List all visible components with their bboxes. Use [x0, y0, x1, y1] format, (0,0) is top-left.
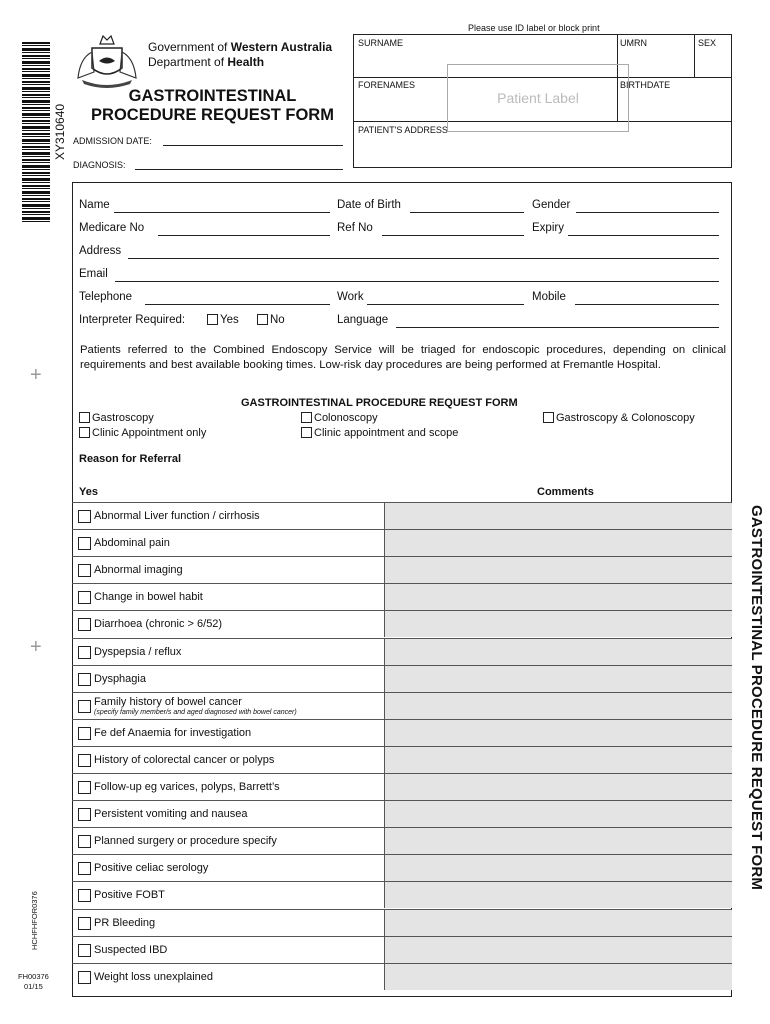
gastroscopy-checkbox[interactable] [79, 412, 90, 423]
reason-label: Follow-up eg varices, polyps, Barrett’s [94, 781, 280, 793]
birthdate-label: BIRTHDATE [620, 80, 671, 90]
reason-label: Dysphagia [94, 672, 146, 685]
reason-row [72, 881, 732, 908]
reason-label: Family history of bowel cancer [94, 695, 242, 708]
comment-field[interactable] [385, 937, 732, 963]
reason-cell [72, 882, 385, 908]
reason-checkbox[interactable] [78, 673, 91, 686]
side-title: GASTROINTESTINAL PROCEDURE REQUEST FORM [748, 505, 765, 891]
interpreter-label: Interpreter Required: [79, 314, 186, 326]
email-field[interactable] [115, 281, 719, 282]
reason-note: (specify family member/s and aged diagnosed with bowel cancer) [94, 708, 297, 716]
gender-label: Gender [532, 199, 571, 211]
medicare-field[interactable] [158, 235, 330, 236]
reason-cell [72, 693, 385, 719]
reason-row [72, 746, 732, 773]
form-title-line2: PROCEDURE REQUEST FORM [91, 106, 334, 124]
colonoscopy-checkbox[interactable] [301, 412, 312, 423]
government-name: Government of Western Australia [148, 40, 333, 54]
reason-row [72, 963, 732, 990]
reason-row [72, 638, 732, 665]
registration-mark-icon: + [30, 364, 42, 386]
expiry-label: Expiry [532, 222, 564, 234]
reason-label: Change in bowel habit [94, 591, 203, 604]
telephone-field[interactable] [145, 304, 330, 305]
ref-label: Ref No [337, 222, 373, 234]
reason-heading: Reason for Referral [79, 453, 182, 465]
reason-cell [72, 666, 385, 692]
fh-code: FH00376 [18, 972, 49, 981]
reason-label: Abdominal pain [94, 537, 170, 550]
dob-label: Date of Birth [337, 199, 401, 211]
reason-label: Planned surgery or procedure specify [94, 835, 277, 848]
reason-label: PR Bleeding [94, 916, 156, 929]
reason-label: Diarrhoea (chronic > 6/52) [94, 618, 223, 631]
dob-field[interactable] [410, 212, 524, 213]
reason-row [72, 800, 732, 827]
expiry-field[interactable] [568, 235, 719, 236]
comment-field[interactable] [385, 720, 732, 746]
reason-checkbox[interactable] [78, 727, 91, 740]
admission-date-field[interactable] [163, 145, 343, 146]
language-field[interactable] [396, 327, 719, 328]
surname-label: SURNAME [358, 38, 404, 48]
reason-cell [72, 503, 385, 529]
registration-mark-icon: + [30, 636, 42, 658]
reason-row [72, 529, 732, 556]
forenames-label: FORENAMES [358, 80, 416, 90]
reason-label: History of colorectal cancer or polyps [94, 753, 275, 766]
medicare-label: Medicare No [79, 222, 145, 234]
crest-logo [72, 28, 142, 88]
reason-checkbox[interactable] [78, 591, 91, 604]
reason-cell [72, 964, 385, 990]
reason-row [72, 665, 732, 692]
reason-cell [72, 720, 385, 746]
comment-field[interactable] [385, 666, 732, 692]
telephone-label: Telephone [79, 291, 133, 303]
comment-field[interactable] [385, 774, 732, 800]
id-label-note: Please use ID label or block print [468, 23, 600, 33]
umrn-label: UMRN [620, 38, 647, 48]
reason-checkbox[interactable] [78, 646, 91, 659]
comment-field[interactable] [385, 693, 732, 719]
reason-label: Abnormal Liver function / cirrhosis [94, 510, 260, 522]
email-label: Email [79, 268, 108, 280]
interpreter-yes-option[interactable]: Yes [207, 314, 239, 326]
comment-field[interactable] [385, 530, 732, 556]
comment-field[interactable] [385, 828, 732, 854]
barcode [22, 42, 50, 222]
reason-row [72, 692, 732, 719]
gastroscopy-option[interactable]: Gastroscopy [79, 412, 154, 424]
reason-checkbox[interactable] [78, 618, 91, 631]
reason-row [72, 556, 732, 583]
patient-label-placeholder: Patient Label [447, 64, 629, 132]
comment-field[interactable] [385, 855, 732, 881]
reason-cell [72, 828, 385, 854]
reason-checkbox[interactable] [78, 537, 91, 550]
reason-label: Persistent vomiting and nausea [94, 808, 248, 821]
interpreter-no-checkbox[interactable] [257, 314, 268, 325]
reason-checkbox[interactable] [78, 835, 91, 848]
reason-cell [72, 910, 385, 936]
gastro-colono-option[interactable]: Gastroscopy & Colonoscopy [543, 412, 695, 424]
gastro-colono-checkbox[interactable] [543, 412, 554, 423]
comment-field[interactable] [385, 882, 732, 908]
reason-checkbox[interactable] [78, 754, 91, 767]
reason-row [72, 610, 732, 637]
reason-cell [72, 774, 385, 800]
colonoscopy-option[interactable]: Colonoscopy [301, 412, 378, 424]
department-name: Department of Health [148, 55, 265, 69]
clinic-only-checkbox[interactable] [79, 427, 90, 438]
interpreter-no-option[interactable]: No [257, 314, 285, 326]
mobile-label: Mobile [532, 291, 566, 303]
comment-field[interactable] [385, 747, 732, 773]
patient-address-label: PATIENT'S ADDRESS [358, 125, 448, 135]
comment-field[interactable] [385, 611, 732, 637]
reason-cell [72, 557, 385, 583]
reason-checkbox[interactable] [78, 889, 91, 902]
comments-column-header: Comments [537, 486, 594, 498]
reason-row [72, 773, 732, 800]
reason-cell [72, 937, 385, 963]
reason-cell [72, 530, 385, 556]
reason-label: Abnormal imaging [94, 564, 183, 577]
work-field[interactable] [367, 304, 524, 305]
reason-checkbox[interactable] [78, 808, 91, 821]
clinic-scope-checkbox[interactable] [301, 427, 312, 438]
reason-cell [72, 639, 385, 665]
comment-field[interactable] [385, 639, 732, 665]
reason-row [72, 936, 732, 963]
name-field[interactable] [114, 212, 330, 213]
reason-checkbox[interactable] [78, 781, 91, 794]
date-code: 01/15 [24, 982, 43, 991]
comment-field[interactable] [385, 557, 732, 583]
reason-label: Suspected IBD [94, 943, 168, 956]
comment-field[interactable] [385, 503, 732, 529]
yes-column-header: Yes [79, 486, 98, 498]
reason-checkbox[interactable] [78, 510, 91, 523]
form-title-line1: GASTROINTESTINAL [128, 87, 297, 105]
reason-checkbox[interactable] [78, 971, 91, 984]
mobile-field[interactable] [575, 304, 719, 305]
reason-row [72, 502, 732, 529]
comment-field[interactable] [385, 910, 732, 936]
form-code: HCHFHFOR0376 [30, 891, 39, 950]
admission-date-label: ADMISSION DATE: [73, 136, 152, 146]
reason-row [72, 719, 732, 746]
address-label: Address [79, 245, 122, 257]
reason-row [72, 827, 732, 854]
reason-label: Positive celiac serology [94, 862, 209, 875]
interpreter-yes-checkbox[interactable] [207, 314, 218, 325]
reason-label: Weight loss unexplained [94, 970, 214, 983]
name-label: Name [79, 199, 110, 211]
sex-label: SEX [698, 38, 717, 48]
reason-label: Dyspepsia / reflux [94, 645, 182, 658]
gender-field[interactable] [576, 212, 719, 213]
reason-cell [72, 611, 385, 637]
reason-checkbox[interactable] [78, 862, 91, 875]
reason-row [72, 854, 732, 881]
reason-cell [72, 584, 385, 610]
reason-row [72, 909, 732, 936]
address-field[interactable] [128, 258, 719, 259]
reason-checkbox[interactable] [78, 944, 91, 957]
ref-field[interactable] [382, 235, 524, 236]
diagnosis-field[interactable] [135, 169, 343, 170]
reason-cell [72, 801, 385, 827]
reason-cell [72, 855, 385, 881]
reason-checkbox[interactable] [78, 917, 91, 930]
clinic-scope-option[interactable]: Clinic appointment and scope [301, 427, 458, 439]
comment-field[interactable] [385, 964, 732, 990]
reason-label: Positive FOBT [94, 889, 165, 902]
clinic-only-option[interactable]: Clinic Appointment only [79, 427, 206, 439]
reason-checkbox[interactable] [78, 700, 91, 713]
reason-label: Fe def Anaemia for investigation [94, 726, 252, 739]
barcode-number: XY310640 [53, 103, 67, 160]
comment-field[interactable] [385, 584, 732, 610]
reason-cell [72, 747, 385, 773]
reason-row [72, 583, 732, 610]
triage-notice: Patients referred to the Combined Endoscopy Service will be triaged for endoscopic procedures, depending on clinical requirements and best available booking times. Low-risk day procedures are being performed at Fremantle Hospital. [80, 344, 726, 371]
reason-checkbox[interactable] [78, 564, 91, 577]
work-label: Work [337, 291, 364, 303]
comment-field[interactable] [385, 801, 732, 827]
language-label: Language [337, 314, 389, 326]
diagnosis-label: DIAGNOSIS: [73, 160, 126, 170]
request-heading: GASTROINTESTINAL PROCEDURE REQUEST FORM [241, 397, 518, 409]
